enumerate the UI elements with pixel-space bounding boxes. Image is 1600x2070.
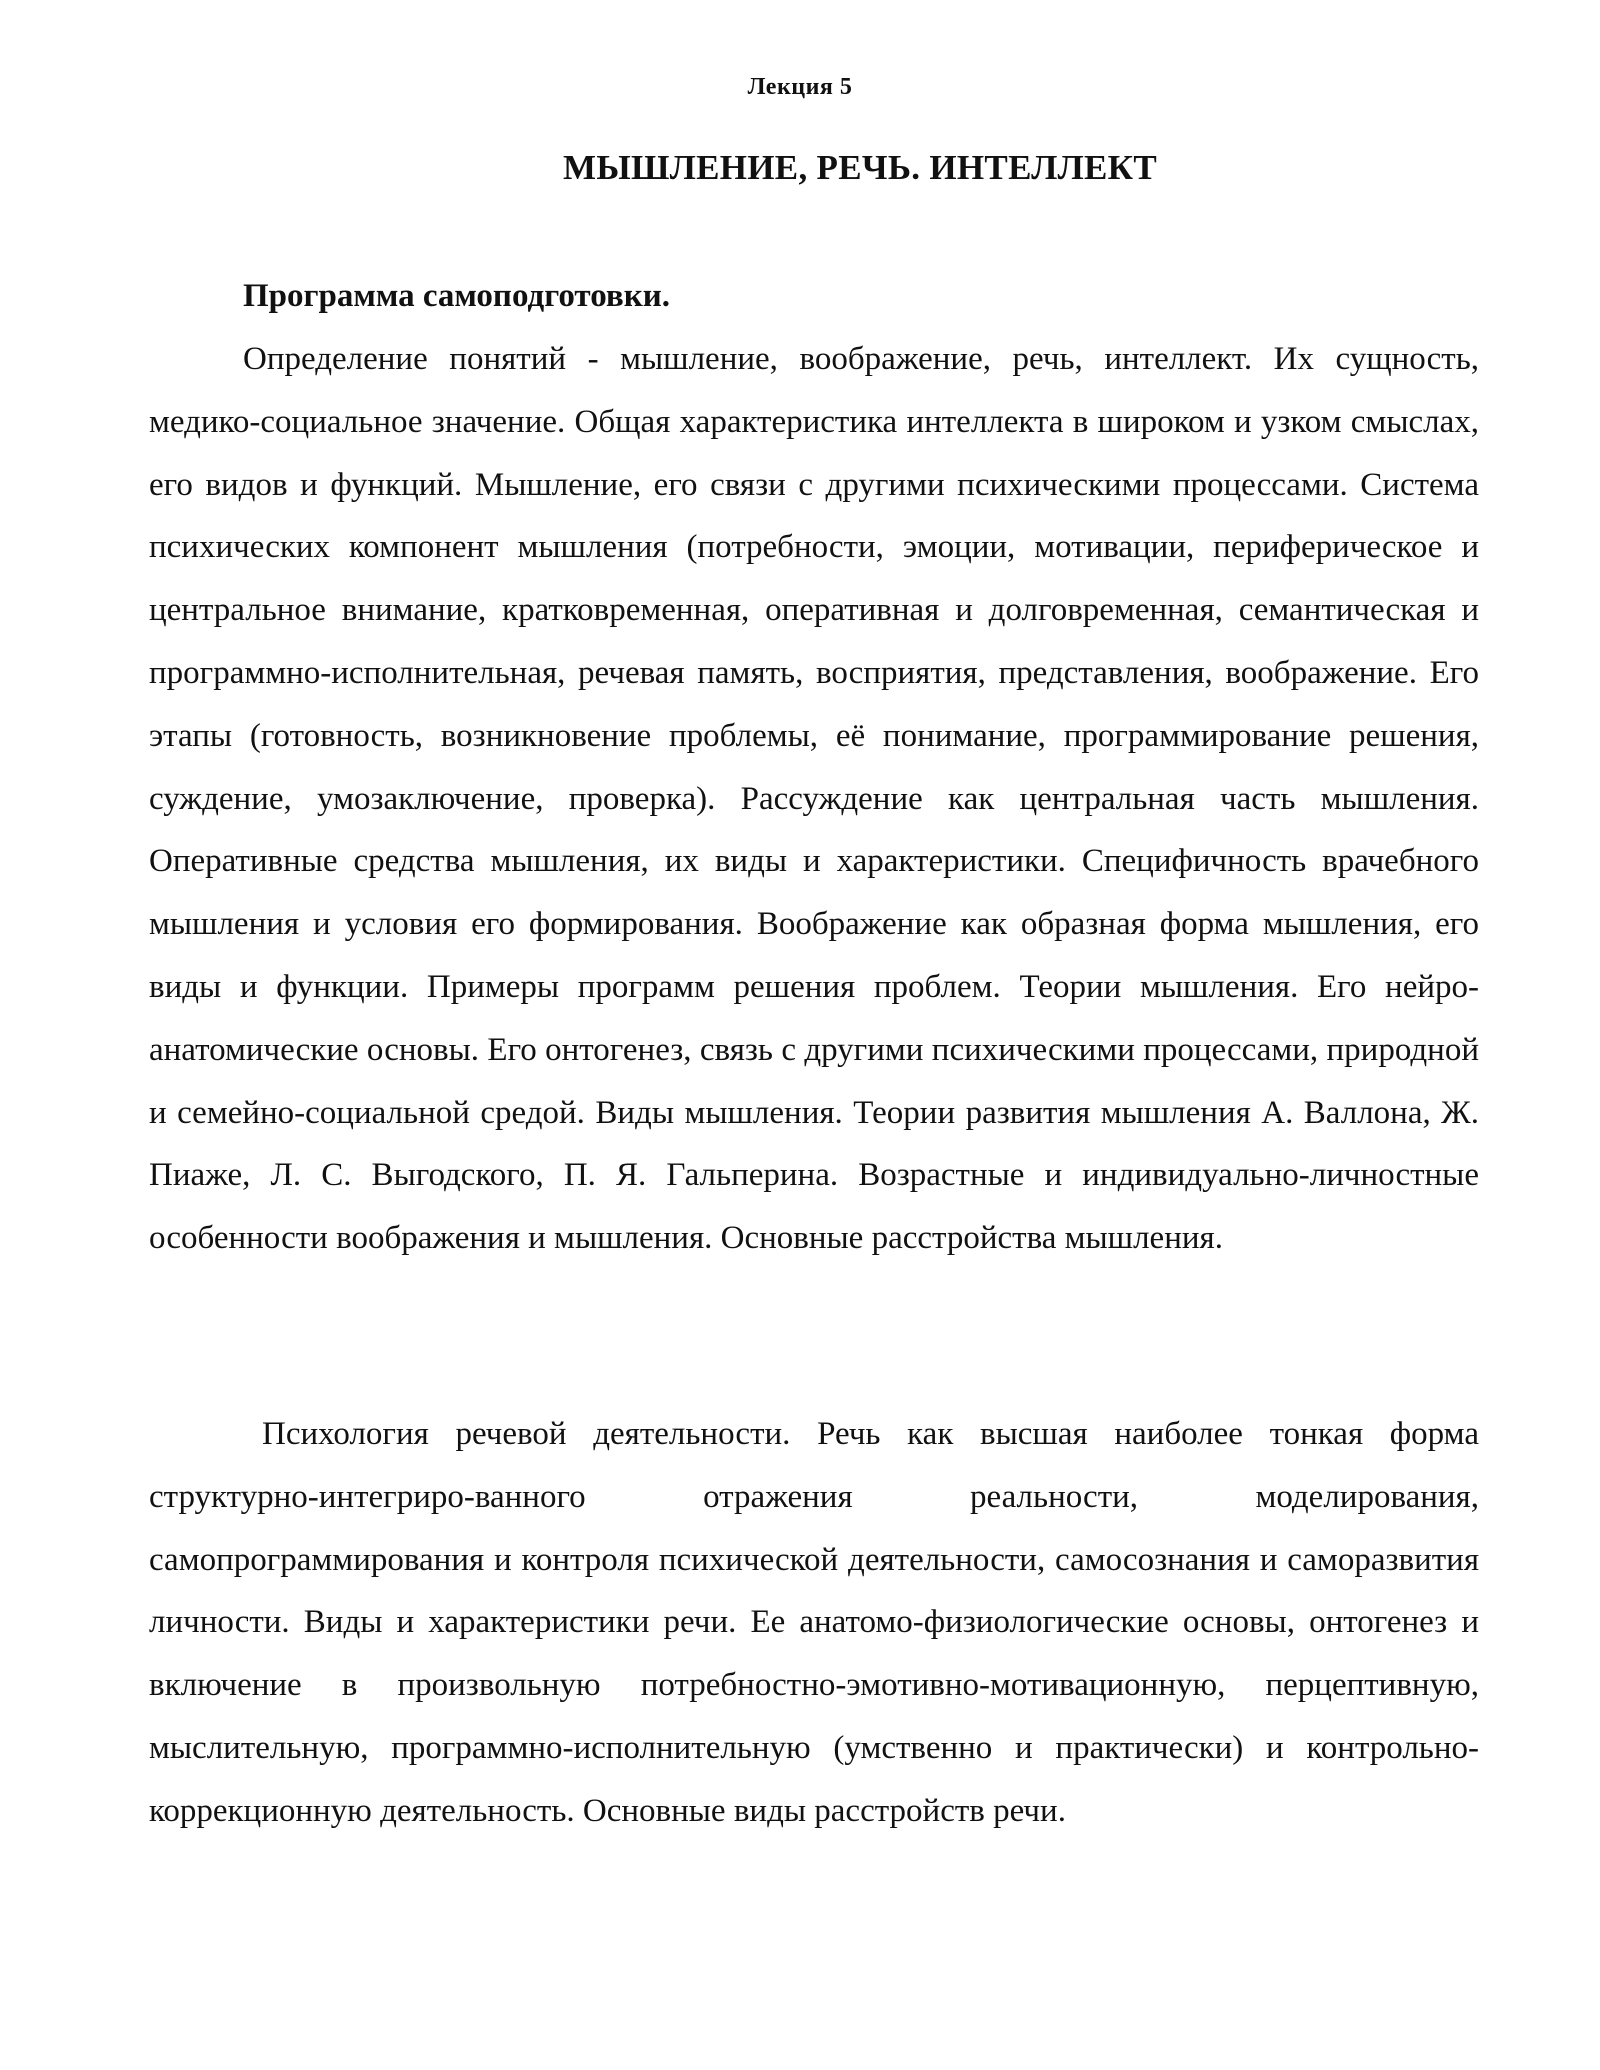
lecture-label: Лекция 5: [747, 74, 853, 100]
section-heading: Программа самоподготовки.: [243, 278, 670, 314]
page-title: МЫШЛЕНИЕ, РЕЧЬ. ИНТЕЛЛЕКТ: [562, 148, 1157, 187]
body-paragraph-thinking: Определение понятий - мышление, воображение, речь, интеллект. Их сущность, медико-социальное значение. Общая характеристика интеллекта в широком и узком смыслах, его видов и функций. Мышление, его связи с другими психическими процессами. Система психических компонент мышления (потребности, эмоции, мотивации, периферическое и центральное внимание, кратковременная, оперативная и долговременная, семантическая и программно-исполнительная, речевая память, восприятия, представления, воображение. Его этапы (готовность, возникновение проблемы, её понимание, программирование решения, суждение, умозаключение, проверка). Рассуждение как центральная часть мышления. Оперативные средства мышления, их виды и характеристики. Специфичность врачебного мышления и условия его формирования. Воображение как образная форма мышления, его виды и функции. Примеры программ решения проблем. Теории мышления. Его нейро-анатомические основы. Его онтогенез, связь с другими психическими процессами, природной и семейно-социальной средой. Виды мышления. Теории развития мышления А. Валлона, Ж. Пиаже, Л. С. Выгодского, П. Я. Гальперина. Возрастные и индивидуально-личностные особенности воображения и мышления. Основные расстройства мышления.: [149, 341, 1479, 1257]
body-paragraph-speech: Психология речевой деятельности. Речь как высшая наиболее тонкая форма структурно-интегриро-ванного отражения реальности, моделирования, самопрограммирования и контроля психической деятельности, самосознания и саморазвития личности. Виды и характеристики речи. Ее анатомо-физиологические основы, онтогенез и включение в произвольную потребностно-эмотивно-мотивационную, перцептивную, мыслительную, программно-исполнительную (умственно и практически) и контрольно-коррекционную деятельность. Основные виды расстройств речи.: [149, 1416, 1479, 1829]
